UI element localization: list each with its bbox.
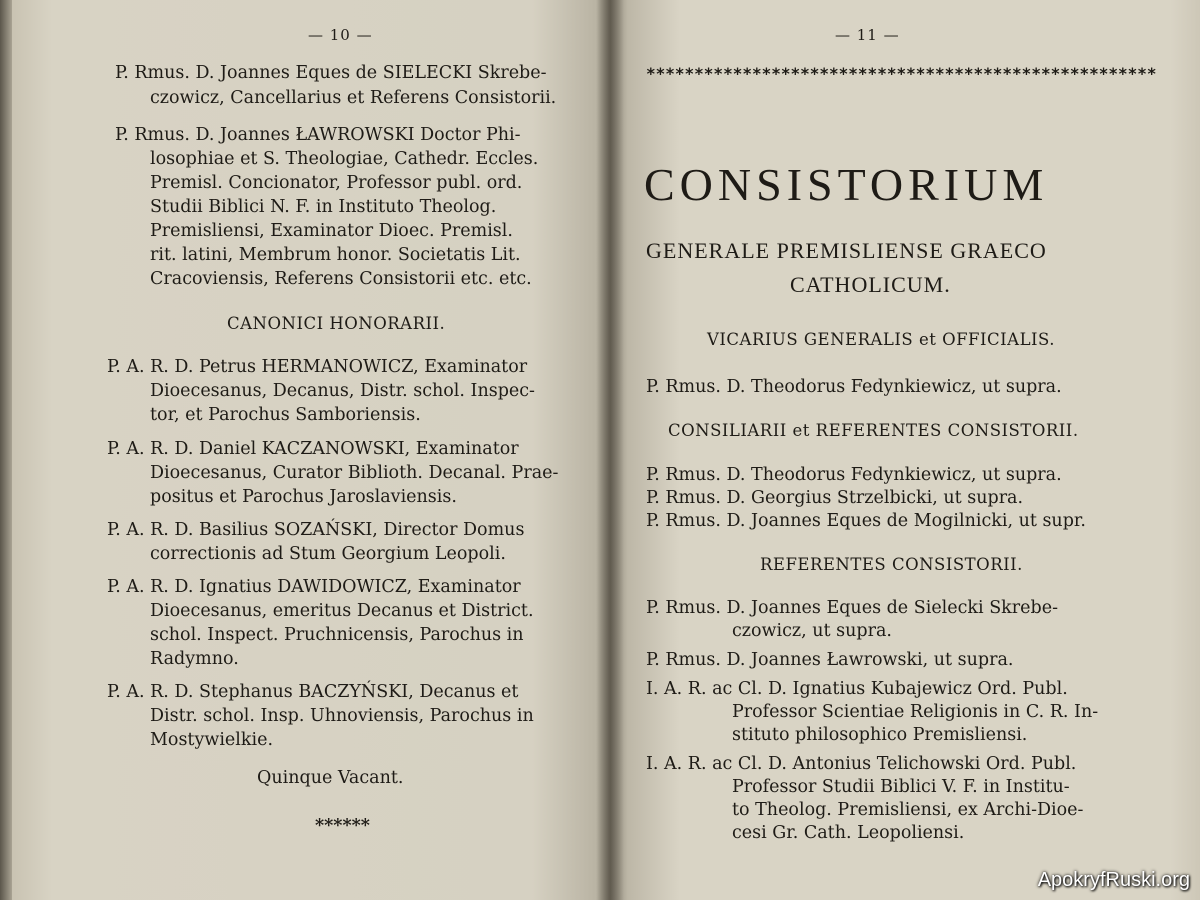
- entry-line: Radymno.: [150, 649, 239, 669]
- heading-vicarius: VICARIUS GENERALIS et OFFICIALIS.: [707, 330, 1056, 349]
- section-heading-canonici: CANONICI HONORARII.: [227, 314, 446, 333]
- entry-line: P. A. R. D. Petrus HERMANOWICZ, Examinator: [107, 357, 528, 377]
- entry-line: P. A. R. D. Ignatius DAWIDOWICZ, Examinator: [107, 577, 521, 597]
- left-page: [12, 0, 610, 900]
- stars-rule: *****************************************************: [646, 64, 1157, 83]
- subtitle-line-1: GENERALE PREMISLIENSE GRAECO: [646, 238, 1047, 263]
- entry-line: stituto philosophico Premisliensi.: [732, 725, 1028, 745]
- entry-line: Mostywielkie.: [150, 730, 274, 750]
- vacant-note: Quinque Vacant.: [257, 768, 404, 788]
- entry-line: P. A. R. D. Stephanus BACZYŃSKI, Decanus et: [107, 682, 519, 702]
- entry-line: I. A. R. ac Cl. D. Ignatius Kubajewicz Ord. Publ.: [646, 679, 1068, 699]
- consiliarius-entry: P. Rmus. D. Joannes Eques de Mogilnicki, ut supr.: [646, 511, 1086, 531]
- watermark: ApokryfRuski.org: [1037, 869, 1190, 891]
- consiliarius-entry: P. Rmus. D. Theodorus Fedynkiewicz, ut supra.: [646, 465, 1062, 485]
- entry-line: P. Rmus. D. Joannes Eques de SIELECKI Skrebe-: [115, 63, 547, 83]
- entry-line: correctionis ad Stum Georgium Leopoli.: [150, 544, 506, 564]
- heading-referentes: REFERENTES CONSISTORII.: [760, 555, 1023, 574]
- entry-line: Cracoviensis, Referens Consistorii etc. etc.: [150, 269, 532, 289]
- entry-line: czowicz, ut supra.: [732, 621, 892, 641]
- entry-line: P. A. R. D. Basilius SOZAŃSKI, Director Domus: [107, 520, 525, 540]
- entry-line: cesi Gr. Cath. Leopoliensi.: [732, 823, 965, 843]
- entry-line: Dioecesanus, Curator Biblioth. Decanal. Prae-: [150, 463, 559, 483]
- entry-line: I. A. R. ac Cl. D. Antonius Telichowski Ord. Publ.: [646, 754, 1077, 774]
- entry-line: Distr. schol. Insp. Uhnoviensis, Parochus in: [150, 706, 534, 726]
- entry-line: schol. Inspect. Pruchnicensis, Parochus in: [150, 625, 524, 645]
- entry-line: P. Rmus. D. Joannes Ławrowski, ut supra.: [646, 650, 1014, 670]
- entry-line: Studii Biblici N. F. in Instituto Theolog.: [150, 197, 497, 217]
- book-edge: [0, 0, 12, 900]
- entry-line: P. Rmus. D. Joannes ŁAWROWSKI Doctor Phi-: [115, 125, 521, 145]
- entry-line: Professor Scientiae Religionis in C. R. In-: [732, 702, 1099, 722]
- page-number-right: — 11 —: [835, 26, 900, 44]
- entry-line: Dioecesanus, emeritus Decanus et District.: [150, 601, 534, 621]
- right-page: [610, 0, 1200, 900]
- vicar-entry: P. Rmus. D. Theodorus Fedynkiewicz, ut supra.: [646, 377, 1062, 397]
- subtitle-line-2: CATHOLICUM.: [790, 272, 951, 297]
- entry-line: Premisl. Concionator, Professor publ. ord.: [150, 173, 523, 193]
- entry-line: positus et Parochus Jaroslaviensis.: [150, 487, 457, 507]
- entry-line: Premisliensi, Examinator Dioec. Premisl.: [150, 221, 513, 241]
- end-stars: ******: [315, 816, 370, 836]
- consiliarius-entry: P. Rmus. D. Georgius Strzelbicki, ut supra.: [646, 488, 1024, 508]
- heading-consiliarii: CONSILIARII et REFERENTES CONSISTORII.: [668, 421, 1079, 440]
- consistorium-title: CONSISTORIUM: [644, 159, 1049, 210]
- entry-line: to Theolog. Premisliensi, ex Archi-Dioe-: [732, 800, 1084, 820]
- entry-line: czowicz, Cancellarius et Referens Consistorii.: [150, 88, 557, 108]
- book-spine: [596, 0, 624, 900]
- entry-line: losophiae et S. Theologiae, Cathedr. Eccles.: [150, 149, 539, 169]
- page-number-left: — 10 —: [308, 26, 373, 44]
- entry-line: Dioecesanus, Decanus, Distr. schol. Inspec-: [150, 381, 535, 401]
- entry-line: P. A. R. D. Daniel KACZANOWSKI, Examinator: [107, 439, 519, 459]
- entry-line: P. Rmus. D. Joannes Eques de Sielecki Skrebe-: [646, 598, 1058, 618]
- entry-line: rit. latini, Membrum honor. Societatis Lit.: [150, 245, 521, 265]
- entry-line: tor, et Parochus Samboriensis.: [150, 405, 421, 425]
- entry-line: Professor Studii Biblici V. F. in Institu-: [732, 777, 1070, 797]
